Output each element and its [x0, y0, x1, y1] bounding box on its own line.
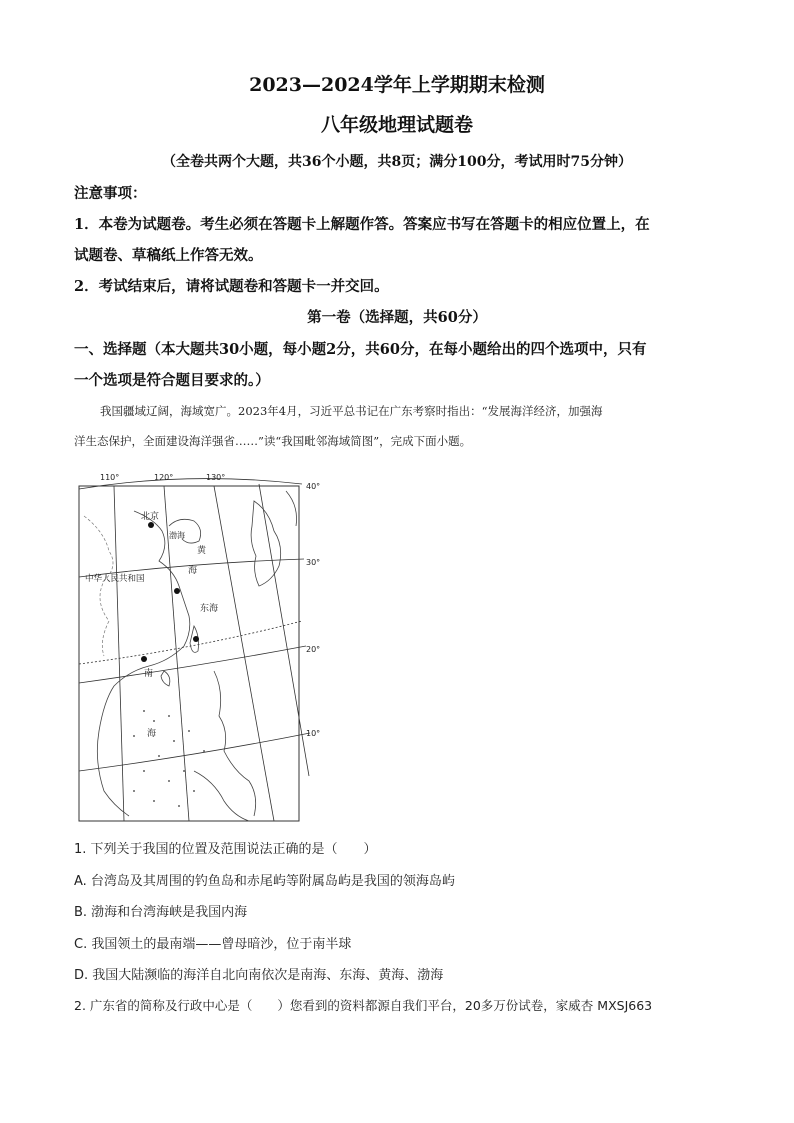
question-1-option-a: A. 台湾岛及其周围的钓鱼岛和赤尾屿等附属岛屿是我国的领海岛屿 [74, 874, 455, 889]
question-1-option-b: B. 渤海和台湾海峡是我国内海 [74, 905, 248, 920]
lat-label-30: 30° [306, 558, 321, 567]
lat-label-20: 20° [306, 645, 321, 654]
label-beijing: 北京 [141, 512, 160, 522]
lat-label-10: 10° [306, 729, 321, 738]
part-instructions-line-1: 一、选择题（本大题共30小题，每小题2分，共60分，在每小题给出的四个选项中，只有 [74, 341, 647, 358]
lon-label-110: 110° [100, 473, 120, 482]
exam-subtitle: 八年级地理试题卷 [320, 114, 473, 136]
label-hai-2: 海 [147, 729, 157, 739]
passage-line-2: 洋生态保护，全面建设海洋强省……”读“我国毗邻海域简图”，完成下面小题。 [74, 434, 472, 448]
question-2-stem: 2. 广东省的简称及行政中心是（ ）您看到的资料都源自我们平台，20多万份试卷，家威杏 MXSJ663 [74, 998, 653, 1013]
label-donghai: 东海 [200, 604, 219, 614]
question-1-option-c: C. 我国领土的最南端——曾母暗沙，位于南半球 [74, 937, 352, 952]
notice-item-1-line-2: 试题卷、草稿纸上作答无效。 [74, 247, 263, 264]
passage-line-1: 我国疆域辽阔，海域宽广。2023年4月，习近平总书记在广东考察时指出：“发展海洋经济，加强海 [100, 404, 603, 418]
exam-info: （全卷共两个大题，共36个小题，共8页；满分100分，考试用时75分钟） [162, 154, 632, 170]
notice-item-2: 2．考试结束后，请将试题卷和答题卡一并交回。 [74, 278, 389, 295]
label-huang: 黄 [197, 546, 207, 556]
label-bohai: 渤海 [169, 531, 185, 540]
label-nan: 南 [144, 669, 154, 679]
question-1-stem: 1. 下列关于我国的位置及范围说法正确的是（ ） [74, 842, 377, 857]
notice-heading: 注意事项： [74, 185, 147, 202]
part-instructions-line-2: 一个选项是符合题目要求的。） [74, 372, 270, 389]
label-hai-1: 海 [188, 566, 198, 576]
china-adjacent-seas-map [74, 471, 332, 826]
lon-label-130: 130° [206, 473, 226, 482]
lat-label-40: 40° [306, 482, 321, 491]
lon-label-120: 120° [154, 473, 174, 482]
question-1-option-d: D. 我国大陆濒临的海洋自北向南依次是南海、东海、黄海、渤海 [74, 968, 444, 983]
label-country: 中华人民共和国 [85, 574, 145, 584]
volume-title: 第一卷（选择题，共60分） [307, 309, 487, 326]
exam-title: 2023—2024学年上学期期末检测 [249, 74, 545, 96]
notice-item-1-line-1: 1．本卷为试题卷。考生必须在答题卡上解题作答。答案应书写在答题卡的相应位置上，在 [74, 216, 650, 233]
